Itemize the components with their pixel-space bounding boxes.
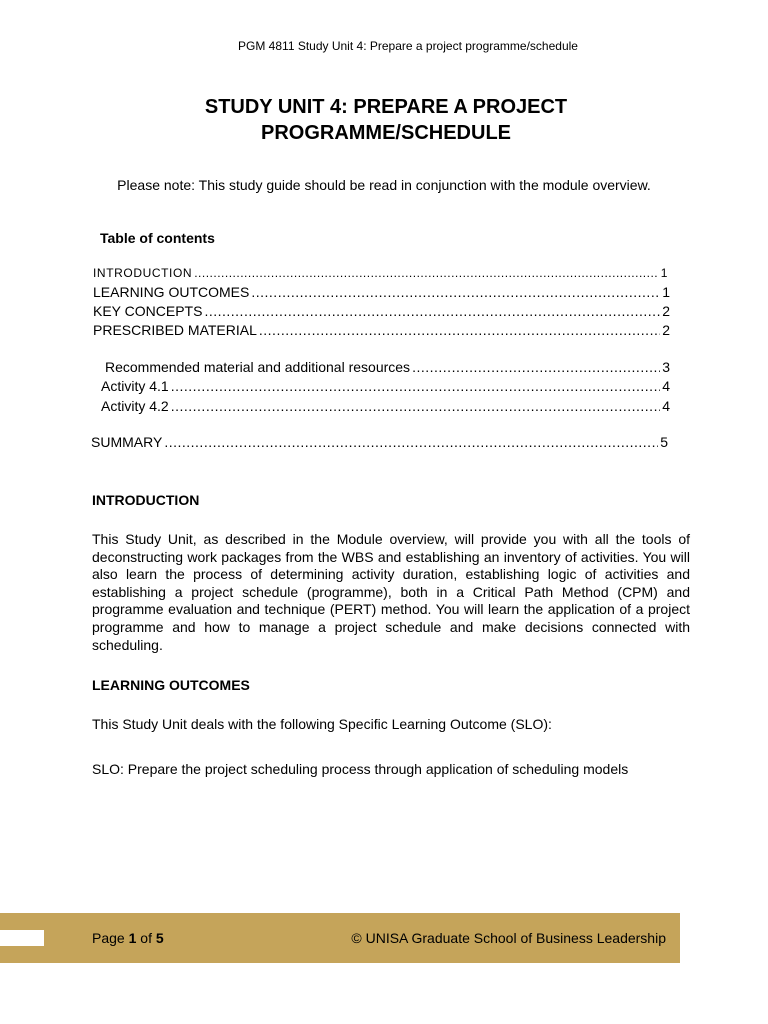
toc-item-label: PRESCRIBED MATERIAL [93,322,257,338]
toc-item-activity-4-1[interactable] [101,378,670,394]
slo-statement: SLO: Prepare the project scheduling process through application of scheduling models [92,761,629,777]
toc-leader [171,378,661,394]
toc-item-page: 5 [660,434,668,450]
introduction-heading: INTRODUCTION [92,492,200,508]
toc-item-recommended-material[interactable] [105,359,670,375]
toc-item-summary[interactable] [91,434,668,450]
toc-leader [412,359,660,375]
toc-leader [204,303,660,319]
toc-item-activity-4-2[interactable] [101,398,670,414]
toc-item-label: SUMMARY [91,434,163,450]
toc-item-label: INTRODUCTION [93,266,193,280]
learning-outcomes-intro: This Study Unit deals with the following Specific Learning Outcome (SLO): [92,716,552,732]
toc-leader [164,434,658,450]
toc-item-label: LEARNING OUTCOMES [93,284,250,300]
toc-leader [194,266,659,280]
toc-leader [171,398,661,414]
page-current: 1 [128,930,137,946]
running-header: PGM 4811 Study Unit 4: Prepare a project programme/schedule [238,39,578,53]
toc-heading: Table of contents [100,230,215,246]
toc-item-page: 3 [662,359,670,375]
reading-note: Please note: This study guide should be read in conjunction with the module overview. [117,177,651,193]
page-prefix: Page [92,930,129,946]
toc-item-key-concepts[interactable] [93,303,670,319]
title-line-1: STUDY UNIT 4: PREPARE A PROJECT [204,96,568,118]
page-of: of [136,930,156,946]
toc-item-page: 2 [662,303,670,319]
toc-item-page: 1 [660,266,668,280]
toc-item-page: 4 [662,378,670,394]
toc-item-learning-outcomes[interactable] [93,284,670,300]
toc-item-label: KEY CONCEPTS [93,303,203,319]
toc-leader [251,284,660,300]
title-line-2: PROGRAMME/SCHEDULE [260,122,511,144]
page-total: 5 [155,930,164,946]
introduction-paragraph: This Study Unit, as described in the Module overview, will provide you with all the tools of deconstructing work packages from the WBS and establishing an inventory of activities. You will also learn the process of determining activity duration, establishing logic of activities and establishing a project schedule (programme), both in a Critical Path Method (CPM) and programme evaluation and technique (PERT) method. You will learn the application of a project programme and how to manage a project schedule and make decisions connected with scheduling. [92,531,690,653]
toc-item-label: Activity 4.2 [101,398,169,414]
toc-leader [259,322,660,338]
toc-item-page: 4 [662,398,670,414]
page-title [0,94,768,146]
toc-item-label: Recommended material and additional resources [105,359,411,375]
toc-item-label: Activity 4.1 [101,378,169,394]
toc-item-page: 2 [662,322,670,338]
toc-item-introduction[interactable] [93,266,668,280]
toc-item-prescribed-material[interactable] [93,322,670,338]
copyright-notice: © UNISA Graduate School of Business Leadership [351,930,666,946]
learning-outcomes-heading: LEARNING OUTCOMES [92,677,250,693]
toc-item-page: 1 [662,284,670,300]
